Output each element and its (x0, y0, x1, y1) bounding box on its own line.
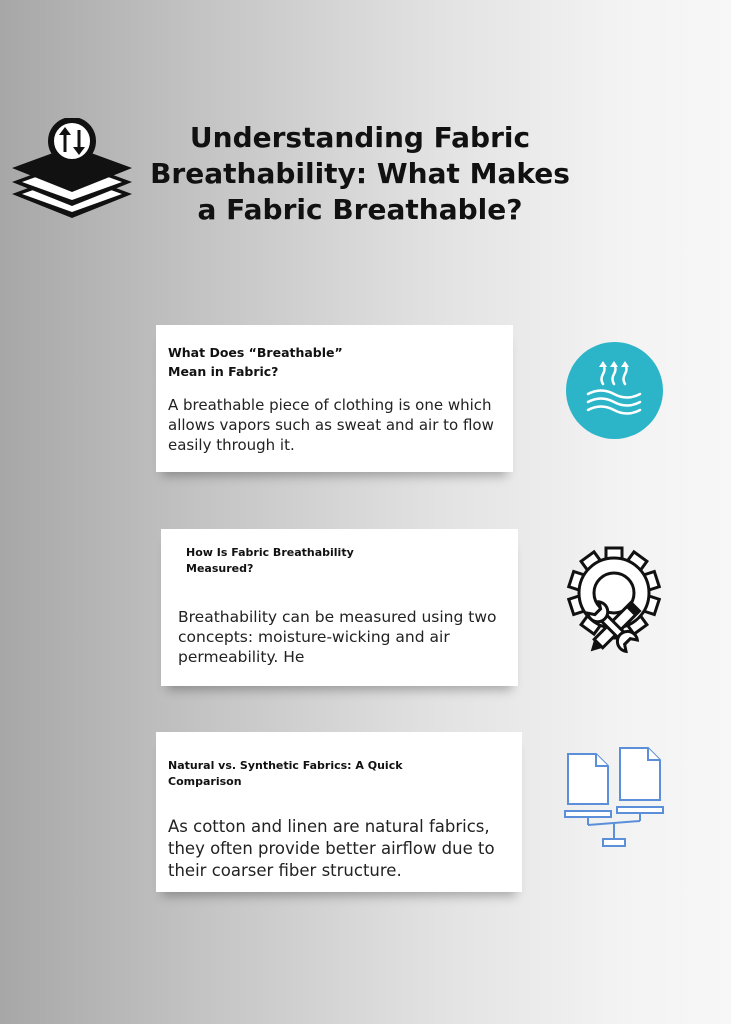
card-heading: What Does “Breathable” Mean in Fabric? (168, 345, 343, 379)
vapor-waves-icon (566, 342, 663, 439)
card-body: A breathable piece of clothing is one which allows vapors such as sweat and air to flow easily through it. (168, 396, 494, 454)
info-card-natural-vs-synthetic (156, 732, 522, 892)
page-title: Understanding Fabric Breathability: What Makes a Fabric Breathable? (150, 121, 570, 226)
gear-tools-icon (564, 543, 664, 658)
layered-fabric-airflow-icon (8, 118, 136, 224)
info-card-breathability-measured (161, 529, 518, 686)
card-heading: How Is Fabric Breathability Measured? (186, 546, 354, 575)
document-comparison-icon (562, 745, 666, 848)
card-body: Breathability can be measured using two concepts: moisture-wicking and air permeability. He (178, 608, 497, 666)
card-heading: Natural vs. Synthetic Fabrics: A Quick Comparison (168, 759, 403, 788)
card-body: As cotton and linen are natural fabrics, they often provide better airflow due to their coarser fiber structure. (168, 817, 495, 880)
info-card-breathable-meaning (156, 325, 513, 472)
